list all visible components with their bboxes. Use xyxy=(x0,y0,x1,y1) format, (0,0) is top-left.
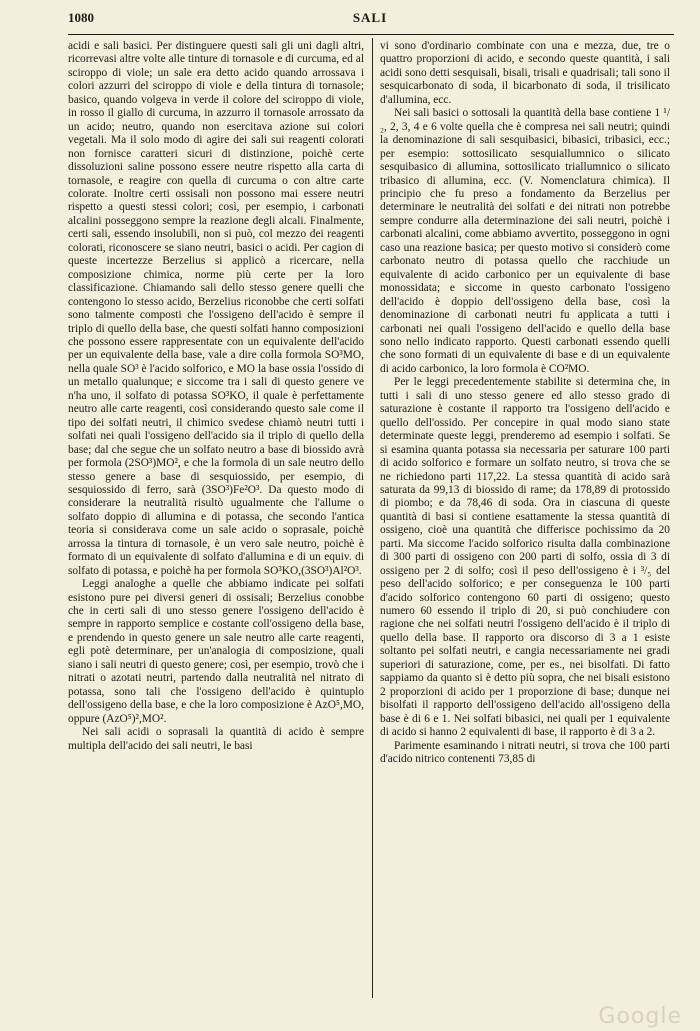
google-watermark: Google xyxy=(598,1004,682,1029)
paragraph: Per le leggi precedentemente stabilite si determina che, in tutti i sali di uno stesso genere ed allo stesso grado di saturazione è costante il rapporto tra l'ossigeno dell'acido e quello dell'ossido. Per concepire in qual modo siano state determinate queste leggi, prenderemo ad esempio i solfati. Se si esamina quanta potassa sia necessaria per saturare 100 parti di acido solforico e formare un solfato neutro, si trova che se ne richiedono parti 117,22. La stessa quantità di acido sarà saturata da 99,13 di biossido di rame; da 178,89 di protossido di piombo; e da 78,46 di soda. Ora in ciascuna di queste quantità di basi si contiene esattamente la stessa quantità di ossigeno, cioè una quantità che differisce pochissimo da 20 parti. Ma siccome l'acido solforico risulta dalla combinazione di 300 parti di ossigeno con 200 parti di solfo, ossia di 3 di ossigeno per 2 di solfo; così il peso dell'ossigeno è i ³/₅ del peso dell'acido solforico; e per conseguenza le 100 parti d'acido solforico contengono 60 parti di ossigeno; questo numero 60 essendo il triplo di 20, si può conchiudere con ragione che nei solfati neutri l'ossigeno dell'acido è il triplo di quello della base. Il rapporto ora discorso di 3 a 1 esiste soltanto pei solfati neutri, e cangia necessariamente nei gradi superiori di saturazione, come, per es., nei bisolfati. Di fatto sappiamo da quanto si è detto più sopra, che nei bisali esistono 2 proporzioni di acido per 1 proporzione di base; dunque nei bisolfati il rapporto dell'ossigeno dell'acido all'ossigeno della base è di 6 e 1. Nei solfati bibasici, nei quali per 1 equivalente di acido si hanno 2 equivalenti di base, il rapporto è di 3 a 2. xyxy=(380,376,670,739)
column-divider xyxy=(372,38,373,998)
running-title: SALI xyxy=(352,10,388,25)
left-column xyxy=(68,40,364,1000)
paragraph: Parimente esaminando i nitrati neutri, si trova che 100 parti d'acido nitrico contenenti 73,85 di xyxy=(380,739,670,766)
page-header xyxy=(68,10,672,32)
header-rule xyxy=(68,34,674,35)
paragraph: Leggi analoghe a quelle che abbiamo indicate pei solfati esistono pure pei diversi generi di ossisali; Berzelius conobbe che in certi sali di uno stesso genere l'ossigeno dell'acido è sempre in rapporto semplice e costante coll'ossigeno della base, e prendendo in questo genere un sale neutro alle carte reagenti, egli potè determinare, per un'analogia di composizione, quali siano i sali neutri di questo genere; così, per esempio, trovò che i nitrati o azotati neutri, partendo dalla neutralità nel nitrato di potassa, sono tali che l'ossigeno dell'acido è quintuplo dell'ossigeno della base, e che la loro composizione è AzO⁵,MO, oppure (AzO⁵)²,MO². xyxy=(68,578,364,725)
paragraph: Nei sali acidi o soprasali la quantità di acido è sempre multipla dell'acido dei sali neutri, le basi xyxy=(68,726,364,752)
right-column xyxy=(380,40,670,1000)
paragraph: Nei sali basici o sottosali la quantità della base contiene 1 ¹/₂, 2, 3, 4 e 6 volte quella che è compresa nei sali neutri; quindi la denominazione di sali sesquibasici, bibasici, tribasici, ecc.; per esempio: sottosilicato sesquiallumnico o silicato sesquibasico di allumina, sottosilicato triallumnico o silicato tribasico di allumina, ecc. (V. Nomenclatura chimica). Il principio che fu preso a fondamento da Berzelius per determinare le neutralità dei solfati e dei nitrati non potrebbe sempre condurre alla determinazione dei sali neutri, poichè i carbonati alcalini, come abbiamo avvertito, posseggono in ogni caso una reazione basica; per questo motivo si considerò come carbonato neutro di potassa quello che racchiude un equivalente di acido carbonico per un equivalente di base monossidata; e siccome in questo carbonato l'ossigeno dell'acido è doppio dell'ossigeno della base, così la denominazione di carbonati neutri fu applicata a tutti i carbonati nei quali l'ossigeno dell'acido e quello della base sono nello indicato rapporto. Questi carbonati essendo quelli che sono formati di un equivalente di base e di un equivalente di acido carbonico, la loro formola è CO²MO. xyxy=(380,107,670,375)
page-number: 1080 xyxy=(68,10,94,25)
paragraph: vi sono d'ordinario combinate con una e mezza, due, tre o quattro proporzioni di acido, e secondo queste quantità, i sali acidi sono detti sesquisali, bisali, trisali e quadrisali; tali sono il sesquicarbonato di soda, il bicarbonato di soda, il trisilicato d'allumina, ecc. xyxy=(380,40,670,106)
paragraph: acidi e sali basici. Per distinguere questi sali gli uni dagli altri, ricorrevasi altre volte alle tinture di tornasole e di curcuma, ed al sciroppo di viole; un sale era detto acido quando arrossava i colori azzurri del sciroppo di viole e della tintura di tornasole; basico, quando volgeva in verde il colore del sciroppo di viole, in rosso il giallo di curcuma, in azzurro il tornasole arrossato da un acido; neutro, quando non esercitava azione sui colori vegetali. Ma il solo modo di agire dei sali sui reagenti colorati non fornisce caratteri sicuri di distinzione, poichè certe dissoluzioni saline possono essere neutre rispetto alla carta di tornasole, e reagire con quella di curcuma o con altre carte colorate. Inoltre certi ossisali non possono mai essere neutri rispetto a questi stessi colori; così, per esempio, i carbonati alcalini posseggono sempre la reazione degli alcali. Finalmente, certi sali, essendo insolubili, non si può, col mezzo dei reagenti colorati, riconoscere se siano neutri, basici o acidi. Per cagion di queste incertezze Berzelius si applicò a ricercare, nella composizione chimica, norme più certe per la loro classificazione. Chiamando sali dello stesso genere quelli che contengono lo stesso acido, Berzelius riconobbe che certi solfati sono talmente composti che l'ossigeno dell'acido è sempre il triplo di quello della base, che questi solfati hanno composizioni che possono essere rappresentate con un equivalente dell'acido per un equivalente della base, vale a dire colla formola SO³MO, nella quale SO³ è l'acido solforico, e MO la base ossia l'ossido di un metallo qualunque; e siccome tra i sali di questo genere ve n'ha uno, il solfato di potassa SO³KO, il quale è perfettamente neutro alle carte reagenti, così considerando questo sale come il tipo dei solfati neutri, il chimico svedese chiamò neutri tutti i solfati nei quali l'ossigeno dell'acido sia il triplo di quello della base; dal che segue che un solfato neutro a base di biossido avrà per formola (2SO³)MO², e che la formola di un sale neutro dello stesso genere a base di sesquiossido, per esempio, di sesquiossido di ferro, sarà (3SO³)Fe²O³. Da questo modo di considerare la neutralità risultò ugualmente che l'allume o solfato doppio di allumina e di potassa, che secondo l'antica teoria si considerava come un sale acido o soprasale, poichè arrossa la tintura di tornasole, è un vero sale neutro, poichè è formato di un equivalente di solfato d'allumina e di un equiv. di solfato di potassa, e poichè ha per formola SO³KO,(3SO³)Al²O³. xyxy=(68,40,364,577)
